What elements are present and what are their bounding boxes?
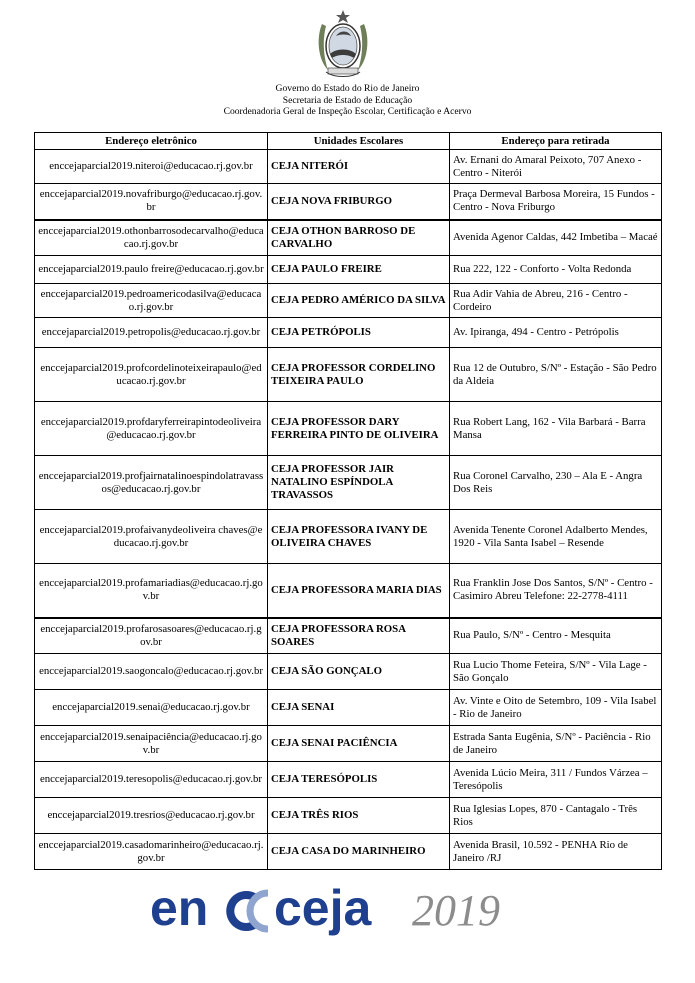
email-cell[interactable]: enccejaparcial2019.profdaryferreirapintodeoliveira@educacao.rj.gov.br [35, 402, 268, 456]
address-cell: Av. Ipiranga, 494 - Centro - Petrópolis [450, 318, 662, 348]
unit-cell: CEJA SENAI [268, 690, 450, 726]
table-row [35, 284, 662, 318]
table-row [35, 618, 662, 654]
email-cell[interactable]: enccejaparcial2019.teresopolis@educacao.rj.gov.br [35, 762, 268, 798]
unit-cell: CEJA PROFESSOR JAIR NATALINO ESPÍNDOLA TRAVASSOS [268, 456, 450, 510]
encceja-2019-logo [150, 883, 530, 937]
email-cell[interactable]: enccejaparcial2019.profaivanydeoliveira chaves@educacao.rj.gov.br [35, 510, 268, 564]
unit-cell: CEJA NITERÓI [268, 150, 450, 184]
address-cell: Avenida Brasil, 10.592 - PENHA Rio de Janeiro /RJ [450, 834, 662, 870]
table-row [35, 150, 662, 184]
unit-cell: CEJA PAULO FREIRE [268, 256, 450, 284]
email-cell[interactable]: enccejaparcial2019.novafriburgo@educacao.rj.gov.br [35, 184, 268, 220]
table-row [35, 456, 662, 510]
unit-cell: CEJA NOVA FRIBURGO [268, 184, 450, 220]
table-row [35, 798, 662, 834]
email-cell[interactable]: enccejaparcial2019.othonbarrosodecarvalho@educacao.rj.gov.br [35, 220, 268, 256]
address-cell: Avenida Agenor Caldas, 442 Imbetiba – Macaé [450, 220, 662, 256]
email-cell[interactable]: enccejaparcial2019.saogoncalo@educacao.rj.gov.br [35, 654, 268, 690]
address-cell: Rua Iglesias Lopes, 870 - Cantagalo - Três Rios [450, 798, 662, 834]
table-row [35, 318, 662, 348]
unit-cell: CEJA OTHON BARROSO DE CARVALHO [268, 220, 450, 256]
address-cell: Rua Paulo, S/Nº - Centro - Mesquita [450, 618, 662, 654]
email-cell[interactable]: enccejaparcial2019.tresrios@educacao.rj.gov.br [35, 798, 268, 834]
unit-cell: CEJA SÃO GONÇALO [268, 654, 450, 690]
address-cell: Estrada Santa Eugênia, S/Nº - Paciência - Rio de Janeiro [450, 726, 662, 762]
address-cell: Av. Ernani do Amaral Peixoto, 707 Anexo - Centro - Niterói [450, 150, 662, 184]
table-header-row [35, 133, 662, 150]
logo-text-en: en [150, 883, 209, 936]
logo-text-year: 2019 [412, 886, 500, 935]
state-coat-of-arms-logo [314, 8, 372, 82]
table-row [35, 726, 662, 762]
email-cell[interactable]: enccejaparcial2019.niteroi@educacao.rj.gov.br [35, 150, 268, 184]
table-row [35, 654, 662, 690]
unit-cell: CEJA PETRÓPOLIS [268, 318, 450, 348]
address-cell: Praça Dermeval Barbosa Moreira, 15 Fundos - Centro - Nova Friburgo [450, 184, 662, 220]
unit-cell: CEJA TRÊS RIOS [268, 798, 450, 834]
address-cell: Rua Franklin Jose Dos Santos, S/Nº - Centro - Casimiro Abreu Telefone: 22-2778-4111 [450, 564, 662, 618]
address-cell: Rua Robert Lang, 162 - Vila Barbará - Barra Mansa [450, 402, 662, 456]
table-row [35, 402, 662, 456]
email-cell[interactable]: enccejaparcial2019.senaipaciência@educacao.rj.gov.br [35, 726, 268, 762]
column-header-address: Endereço para retirada [450, 133, 662, 150]
unit-cell: CEJA PROFESSOR CORDELINO TEIXEIRA PAULO [268, 348, 450, 402]
address-cell: Avenida Tenente Coronel Adalberto Mendes, 1920 - Vila Santa Isabel – Resende [450, 510, 662, 564]
unit-cell: CEJA SENAI PACIÊNCIA [268, 726, 450, 762]
email-cell[interactable]: enccejaparcial2019.profjairnatalinoespindolatravassos@educacao.rj.gov.br [35, 456, 268, 510]
unit-cell: CEJA PROFESSOR DARY FERREIRA PINTO DE OLIVEIRA [268, 402, 450, 456]
address-cell: Rua 222, 122 - Conforto - Volta Redonda [450, 256, 662, 284]
table-row [35, 510, 662, 564]
unit-cell: CEJA PEDRO AMÉRICO DA SILVA [268, 284, 450, 318]
unit-cell: CEJA TERESÓPOLIS [268, 762, 450, 798]
table-row [35, 762, 662, 798]
email-cell[interactable]: enccejaparcial2019.pedroamericodasilva@educacao.rj.gov.br [35, 284, 268, 318]
email-cell[interactable]: enccejaparcial2019.profarosasoares@educacao.rj.gov.br [35, 618, 268, 654]
unit-cell: CEJA PROFESSORA ROSA SOARES [268, 618, 450, 654]
table-row [35, 348, 662, 402]
email-cell[interactable]: enccejaparcial2019.profcordelinoteixeirapaulo@educacao.rj.gov.br [35, 348, 268, 402]
email-cell[interactable]: enccejaparcial2019.senai@educacao.rj.gov.br [35, 690, 268, 726]
table-row [35, 184, 662, 220]
table-row [35, 220, 662, 256]
document-header [0, 83, 695, 118]
table-row [35, 564, 662, 618]
header-government-line: Governo do Estado do Rio de Janeiro [275, 83, 420, 94]
address-cell: Rua Adir Vahia de Abreu, 216 - Centro - Cordeiro [450, 284, 662, 318]
column-header-email: Endereço eletrônico [35, 133, 268, 150]
header-coordination-line: Coordenadoria Geral de Inspeção Escolar, Certificação e Acervo [223, 106, 472, 117]
address-cell: Rua Coronel Carvalho, 230 – Ala E - Angra Dos Reis [450, 456, 662, 510]
address-cell: Av. Vinte e Oito de Setembro, 109 - Vila Isabel - Rio de Janeiro [450, 690, 662, 726]
table-row [35, 256, 662, 284]
address-cell: Rua 12 de Outubro, S/Nº - Estação - São Pedro da Aldeia [450, 348, 662, 402]
email-cell[interactable]: enccejaparcial2019.petropolis@educacao.rj.gov.br [35, 318, 268, 348]
email-cell[interactable]: enccejaparcial2019.profamariadias@educacao.rj.gov.br [35, 564, 268, 618]
unit-cell: CEJA PROFESSORA IVANY DE OLIVEIRA CHAVES [268, 510, 450, 564]
logo-cc-arcs [230, 893, 268, 929]
logo-text-ceja: ceja [274, 883, 372, 936]
unit-cell: CEJA CASA DO MARINHEIRO [268, 834, 450, 870]
email-cell[interactable]: enccejaparcial2019.paulo freire@educacao.rj.gov.br [35, 256, 268, 284]
column-header-unit: Unidades Escolares [268, 133, 450, 150]
table-row [35, 834, 662, 870]
address-cell: Rua Lucio Thome Feteira, S/Nº - Vila Lage - São Gonçalo [450, 654, 662, 690]
header-secretariat-line: Secretaria de Estado de Educação [282, 94, 413, 106]
address-cell: Avenida Lúcio Meira, 311 / Fundos Várzea – Teresópolis [450, 762, 662, 798]
unit-cell: CEJA PROFESSORA MARIA DIAS [268, 564, 450, 618]
table-row [35, 690, 662, 726]
email-cell[interactable]: enccejaparcial2019.casadomarinheiro@educacao.rj.gov.br [35, 834, 268, 870]
schools-table [34, 132, 662, 870]
